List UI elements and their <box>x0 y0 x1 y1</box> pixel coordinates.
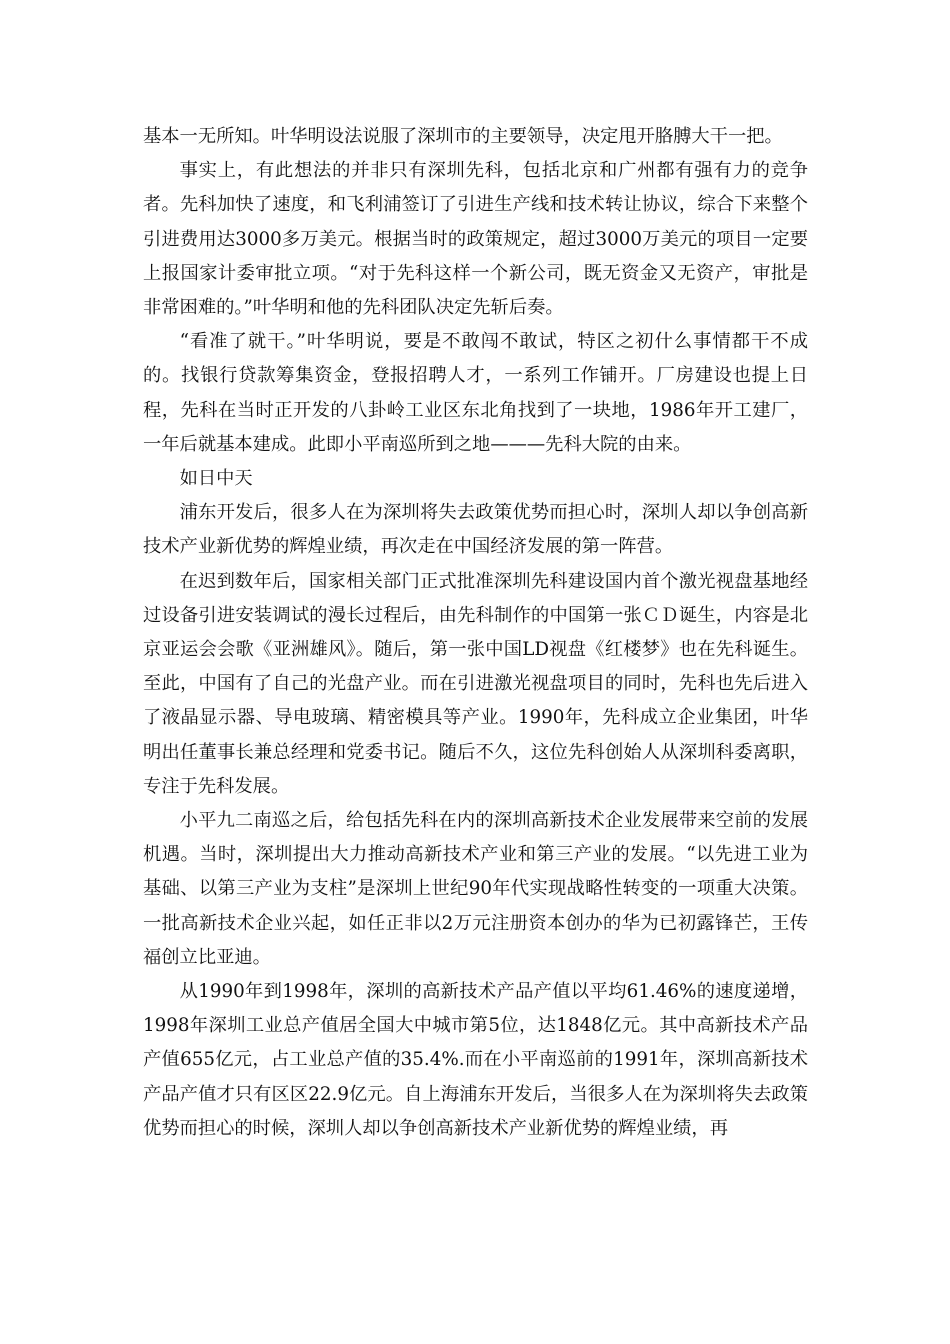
document-page <box>143 120 808 1146</box>
paragraph-competition: 事实上，有此想法的并非只有深圳先科，包括北京和广州都有强有力的竞争者。先科加快了速度，和飞利浦签订了引进生产线和技术转让协议，综合下来整个引进费用达3000多万美元。根据当时的政策规定，超过3000万美元的项目一定要上报国家计委审批立项。“对于先科这样一个新公司，既无资金又无资产，审批是非常困难的。”叶华明和他的先科团队决定先斩后奏。 <box>143 160 808 319</box>
section-heading: 如日中天 <box>179 468 253 490</box>
paragraph-just-do-it: “看准了就干。”叶华明说，要是不敢闯不敢试，特区之初什么事情都干不成的。找银行贷款筹集资金，登报招聘人才，一系列工作铺开。厂房建设也提上日程，先科在当时正开发的八卦岭工业区东北角找到了一块地，1986年开工建厂，一年后就基本建成。此即小平南巡所到之地———先科大院的由来。 <box>143 331 808 455</box>
paragraph-continuation: 基本一无所知。叶华明设法说服了深圳市的主要领导，决定甩开胳膊大干一把。 <box>143 126 783 147</box>
paragraph-cd-base: 在迟到数年后，国家相关部门正式批准深圳先科建设国内首个激光视盘基地经过设备引进安装调试的漫长过程后，由先科制作的中国第一张ＣＤ诞生，内容是北京亚运会会歌《亚洲雄风》。随后，第一张中国LD视盘《红楼梦》也在先科诞生。至此，中国有了自己的光盘产业。而在引进激光视盘项目的同时，先科也先后进入了液晶显示器、导电玻璃、精密模具等产业。1990年，先科成立企业集团，叶华明出任董事长兼总经理和党委书记。随后不久，这位先科创始人从深圳科委离职，专注于先科发展。 <box>143 570 808 797</box>
paragraph-pudong: 浦东开发后，很多人在为深圳将失去政策优势而担心时，深圳人却以争创高新技术产业新优势的辉煌业绩，再次走在中国经济发展的第一阵营。 <box>143 502 808 558</box>
paragraph-growth-figures: 从1990年到1998年，深圳的高新技术产品产值以平均61.46%的速度递增，1998年深圳工业总产值居全国大中城市第5位，达1848亿元。其中高新技术产品产值655亿元，占工业总产值的35.4%.而在小平南巡前的1991年，深圳高新技术产品产值才只有区区22.9亿元。自上海浦东开发后，当很多人在为深圳将失去政策优势而担心的时候，深圳人却以争创高新技术产业新优势的辉煌业绩，再 <box>143 981 808 1139</box>
paragraph-southern-tour: 小平九二南巡之后，给包括先科在内的深圳高新技术企业发展带来空前的发展机遇。当时，深圳提出大力推动高新技术产业和第三产业的发展。“以先进工业为基础、以第三产业为支柱”是深圳上世纪90年代实现战略性转变的一项重大决策。一批高新技术企业兴起，如任正非以2万元注册资本创办的华为已初露锋芒，王传福创立比亚迪。 <box>143 810 808 968</box>
